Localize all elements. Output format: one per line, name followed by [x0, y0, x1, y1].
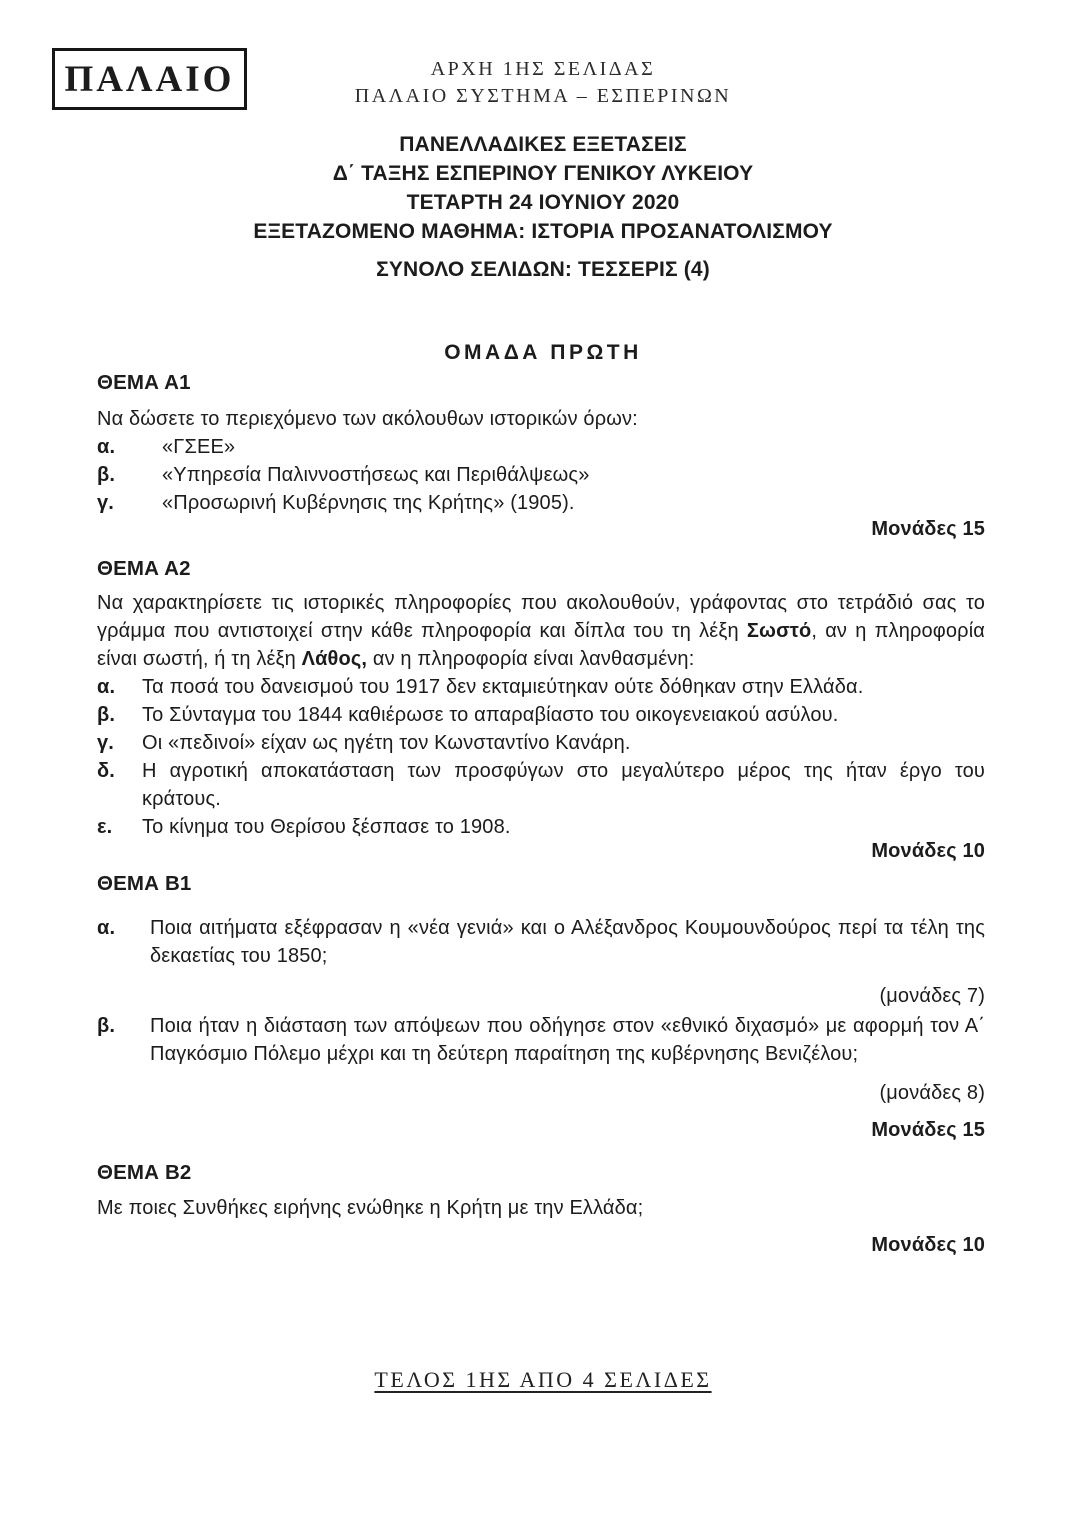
item-text: Ποια αιτήματα εξέφρασαν η «νέα γενιά» και ο Αλέξανδρος Κουμουνδούρος περί τα τέλη της δεκαετίας του 1850; [150, 917, 985, 967]
exam-title-block [0, 130, 1086, 246]
theme-b1-heading: ΘΕΜΑ Β1 [97, 872, 192, 895]
intro-text-part: αν η πληροφορία είναι λανθασμένη: [367, 648, 695, 670]
list-item [97, 673, 985, 701]
running-header-line1: ΑΡΧΗ 1ΗΣ ΣΕΛΙΔΑΣ [430, 58, 656, 80]
theme-b1-submarks-a: (μονάδες 7) [879, 985, 985, 1007]
list-item [97, 914, 985, 970]
item-text: Το κίνημα του Θερίσου ξέσπασε το 1908. [142, 816, 511, 838]
page-footer-text: ΤΕΛΟΣ 1ΗΣ ΑΠΟ 4 ΣΕΛΙΔΕΣ [374, 1367, 712, 1392]
item-letter: α. [97, 436, 116, 458]
theme-a2-marks: Μονάδες 10 [871, 840, 985, 862]
theme-a2-intro [97, 589, 985, 673]
item-text: Το Σύνταγμα του 1844 καθιέρωσε το απαραβίαστο του οικογενειακού ασύλου. [142, 704, 839, 726]
item-text: Ποια ήταν η διάσταση των απόψεων που οδήγησε στον «εθνικό διχασμό» με αφορμή τον Α΄ Παγκόσμιο Πόλεμο μέχρι και τη δεύτερη παραίτηση της κυβέρνησης Βενιζέλου; [150, 1015, 985, 1065]
old-system-stamp [52, 48, 247, 110]
item-letter: γ. [97, 732, 114, 754]
list-item [97, 1012, 985, 1068]
theme-a1-marks: Μονάδες 15 [871, 518, 985, 540]
theme-a2-items [97, 673, 985, 841]
item-text: Τα ποσά του δανεισμού του 1917 δεν εκταμιεύτηκαν ούτε δόθηκαν στην Ελλάδα. [142, 676, 864, 698]
list-item [97, 701, 985, 729]
list-item [97, 489, 985, 517]
item-letter: α. [97, 917, 116, 939]
item-letter: γ. [97, 492, 114, 514]
item-text: «Προσωρινή Κυβέρνησις της Κρήτης» (1905). [162, 492, 575, 514]
total-pages-line: ΣΥΝΟΛΟ ΣΕΛΙΔΩΝ: ΤΕΣΣΕΡΙΣ (4) [376, 258, 710, 281]
item-letter: δ. [97, 760, 115, 782]
list-item [97, 461, 985, 489]
list-item [97, 433, 985, 461]
item-letter: β. [97, 704, 116, 726]
intro-bold-word: Σωστό [746, 620, 812, 642]
list-item [97, 729, 985, 757]
item-text: Η αγροτική αποκατάσταση των προσφύγων στο μεγαλύτερο μέρος της ήταν έργο του κράτους. [142, 760, 985, 810]
page-footer [0, 1365, 1086, 1395]
running-header-line2: ΠΑΛΑΙΟ ΣΥΣΤΗΜΑ – ΕΣΠΕΡΙΝΩΝ [354, 85, 732, 107]
theme-b2-heading: ΘΕΜΑ Β2 [97, 1161, 192, 1184]
item-text: «ΓΣΕΕ» [162, 436, 236, 458]
theme-a2-heading: ΘΕΜΑ Α2 [97, 557, 191, 580]
exam-title-line4: ΕΞΕΤΑΖΟΜΕΝΟ ΜΑΘΗΜΑ: ΙΣΤΟΡΙΑ ΠΡΟΣΑΝΑΤΟΛΙΣΜΟΥ [253, 220, 833, 243]
theme-b1-marks: Μονάδες 15 [871, 1119, 985, 1141]
exam-title-line3: ΤΕΤΑΡΤΗ 24 ΙΟΥΝΙΟΥ 2020 [406, 191, 680, 214]
group-title: ΟΜΑΔΑ ΠΡΩΤΗ [444, 341, 642, 364]
theme-b1-submarks-b: (μονάδες 8) [879, 1082, 985, 1104]
item-letter: β. [97, 464, 116, 486]
item-text: Οι «πεδινοί» είχαν ως ηγέτη τον Κωνσταντίνο Κανάρη. [142, 732, 631, 754]
exam-title-line1: ΠΑΝΕΛΛΑΔΙΚΕΣ ΕΞΕΤΑΣΕΙΣ [399, 133, 687, 156]
item-letter: β. [97, 1015, 116, 1037]
intro-bold-word: Λάθος, [301, 648, 368, 670]
exam-title-line2: Δ΄ ΤΑΞΗΣ ΕΣΠΕΡΙΝΟΥ ΓΕΝΙΚΟΥ ΛΥΚΕΙΟΥ [332, 162, 754, 185]
old-system-stamp-label: ΠΑΛΑΙΟ [64, 58, 235, 100]
theme-a1-items [97, 433, 985, 517]
page-body [97, 369, 985, 1259]
list-item [97, 813, 985, 841]
list-item [97, 757, 985, 813]
item-text: «Υπηρεσία Παλιννοστήσεως και Περιθάλψεως» [162, 464, 590, 486]
intro-text-part: Να χαρακτηρίσετε τις ιστορικές πληροφορίες που ακολουθούν, γράφοντας στο τετράδιό σας το γράμμα που αντιστοιχεί στην κάθε πληροφορία και δίπλα του τη λέξη [97, 592, 985, 642]
item-letter: ε. [97, 816, 113, 838]
item-letter: α. [97, 676, 116, 698]
theme-b2-marks: Μονάδες 10 [871, 1234, 985, 1256]
theme-a1-heading: ΘΕΜΑ Α1 [97, 371, 191, 394]
theme-a1-intro: Να δώσετε το περιεχόμενο των ακόλουθων ιστορικών όρων: [97, 408, 638, 430]
theme-b2-question: Με ποιες Συνθήκες ειρήνης ενώθηκε η Κρήτη με την Ελλάδα; [97, 1197, 644, 1219]
intro-text-part: , αν η πληροφορία είναι σωστή, ή τη λέξη [97, 620, 986, 670]
